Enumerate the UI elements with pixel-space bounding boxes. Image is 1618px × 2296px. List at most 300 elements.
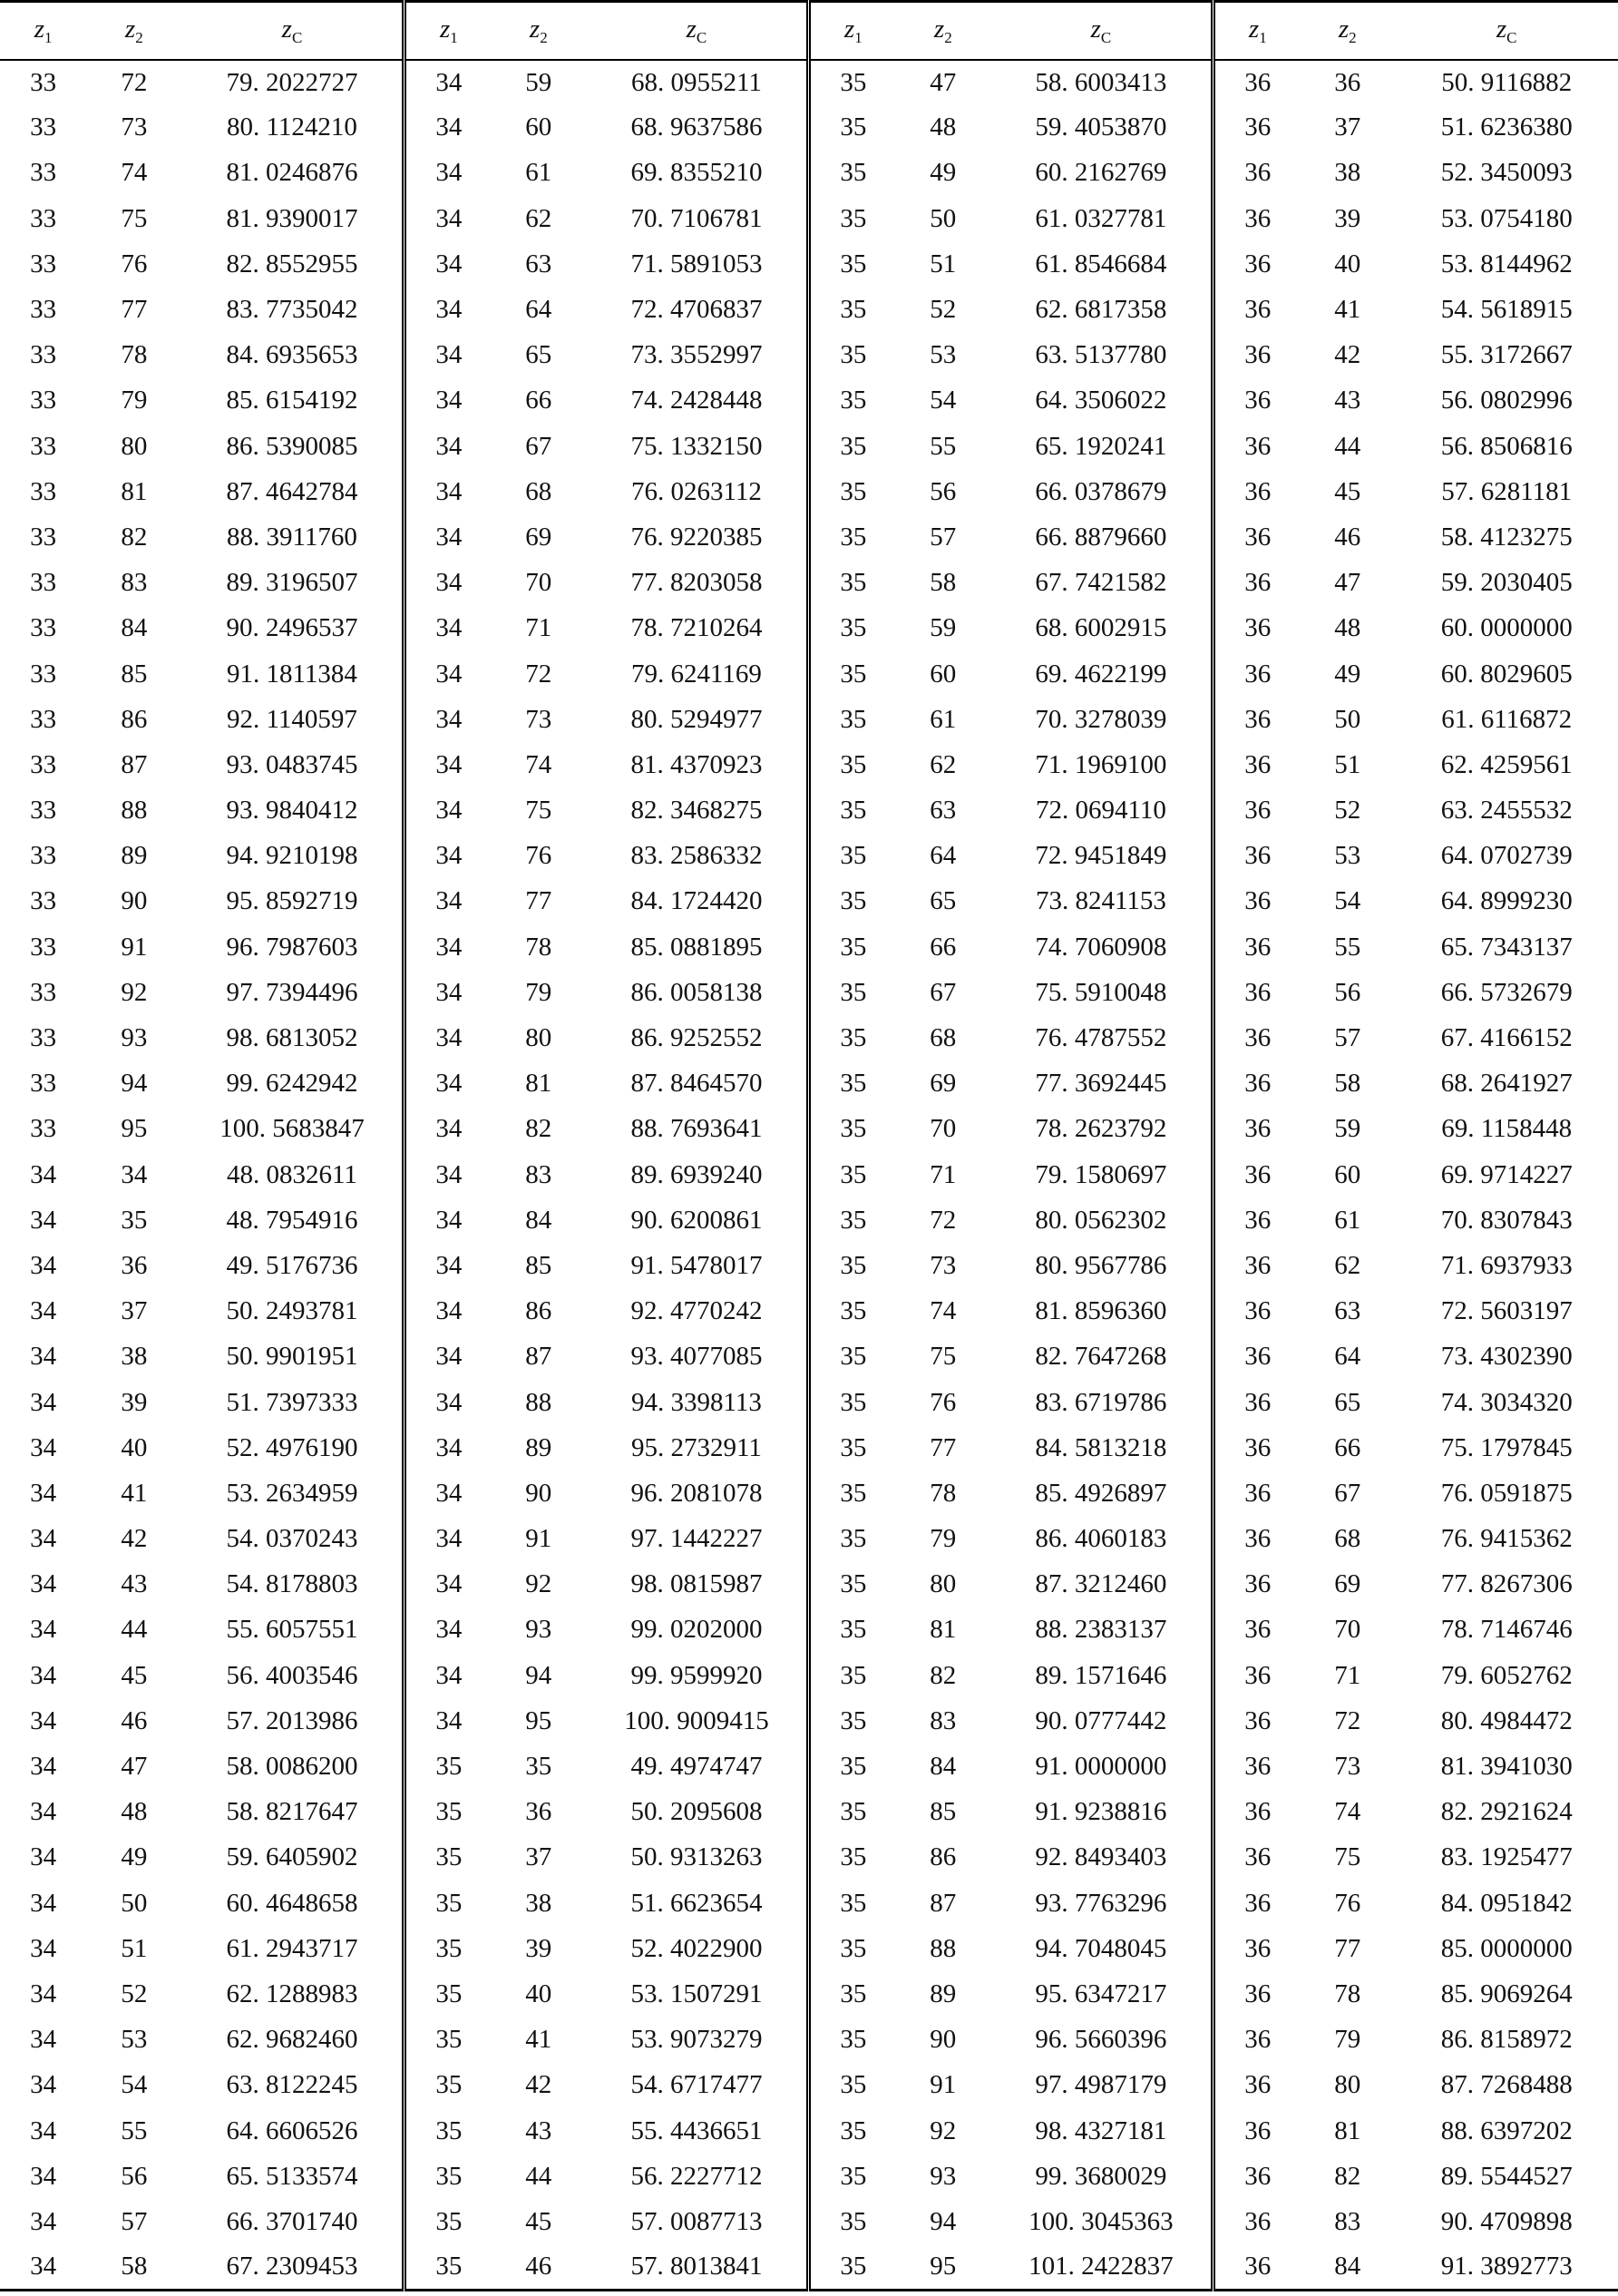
cell-z1: 35 (809, 424, 895, 469)
cell-zc: 56. 2227712 (630, 2161, 763, 2191)
cell-z1: 35 (809, 834, 895, 879)
cell-z1: 34 (404, 788, 491, 834)
cell-z1: 35 (809, 514, 895, 560)
cell-z2: 51 (930, 249, 957, 278)
table-row (0, 287, 1618, 332)
cell-z2: 40 (1334, 249, 1361, 278)
cell-z1: 36 (1214, 1152, 1300, 1197)
cell-zc: 78. 7210264 (630, 613, 763, 643)
cell-z2: 43 (1334, 386, 1361, 415)
table-row (0, 924, 1618, 970)
cell-z2: 52 (930, 295, 957, 325)
cell-zc: 61. 0327781 (1035, 203, 1167, 233)
cell-zc: 75. 1332150 (630, 431, 763, 461)
cell-z2: 47 (1334, 568, 1361, 598)
cell-zc: 50. 9116882 (1441, 67, 1573, 97)
cell-z1: 36 (1214, 1425, 1300, 1470)
cell-zc: 76. 0263112 (630, 476, 762, 506)
cell-z1: 35 (809, 1744, 895, 1789)
cell-z1: 34 (30, 1660, 57, 1690)
cell-zc: 101. 2422837 (990, 2245, 1214, 2291)
cell-zc: 93. 7763296 (1035, 1888, 1167, 1918)
cell-z2: 36 (121, 1250, 148, 1280)
cell-zc: 65. 5133574 (226, 2161, 358, 2191)
cell-z1: 36 (1214, 1835, 1300, 1881)
cell-zc: 85. 9069264 (1440, 1978, 1573, 2008)
cell-zc: 75. 1797845 (1440, 1432, 1573, 1462)
cell-z2: 65 (930, 886, 957, 916)
cell-z2: 38 (525, 1888, 552, 1918)
cell-z2: 38 (121, 1342, 148, 1372)
cell-zc: 87. 4642784 (226, 476, 358, 506)
cell-z1: 36 (1214, 1107, 1300, 1152)
cell-zc: 94. 9210198 (226, 841, 358, 871)
cell-zc: 52. 4976190 (226, 1432, 358, 1462)
cell-zc: 90. 6200861 (630, 1205, 763, 1235)
cell-z1: 35 (809, 924, 895, 970)
table-row (0, 1425, 1618, 1470)
cell-zc: 93. 9840412 (226, 796, 358, 826)
cell-zc: 63. 2455532 (1440, 796, 1573, 826)
cell-zc: 99. 6242942 (226, 1069, 358, 1099)
cell-z1: 34 (404, 834, 491, 879)
cell-zc: 90. 0777442 (1035, 1705, 1167, 1735)
cell-zc: 86. 5390085 (226, 431, 358, 461)
cell-z2: 79 (1334, 2025, 1361, 2055)
cell-z1: 34 (404, 60, 491, 105)
header-symbol: z (1496, 14, 1507, 44)
cell-z2: 44 (525, 2161, 552, 2191)
cell-zc: 81. 3941030 (1440, 1752, 1573, 1782)
cell-zc: 86. 4060183 (1035, 1524, 1167, 1554)
cell-zc: 58. 8217647 (226, 1797, 358, 1827)
cell-zc: 50. 9901951 (226, 1342, 358, 1372)
cell-z2: 83 (1334, 2206, 1361, 2236)
header-symbol: z (843, 14, 855, 44)
cell-zc: 97. 4987179 (1035, 2070, 1167, 2100)
cell-zc: 93. 4077085 (630, 1342, 763, 1372)
cell-z1: 36 (1214, 1744, 1300, 1789)
cell-z2: 69 (525, 522, 552, 552)
cell-zc: 84. 5813218 (1035, 1432, 1167, 1462)
header-subscript: C (1100, 28, 1112, 46)
cell-z2: 88 (121, 796, 148, 826)
cell-z2: 84 (121, 613, 148, 643)
cell-z1: 34 (404, 1015, 491, 1060)
cell-z2: 73 (930, 1250, 957, 1280)
cell-zc: 64. 3506022 (1035, 386, 1167, 415)
cell-z1: 35 (809, 241, 895, 287)
cell-zc: 70. 8307843 (1440, 1205, 1573, 1235)
cell-z1: 36 (1214, 2108, 1300, 2154)
cell-z1: 34 (30, 1432, 57, 1462)
cell-zc: 59. 6405902 (226, 1842, 358, 1872)
cell-z1: 34 (30, 1842, 57, 1872)
cell-z1: 35 (404, 2063, 491, 2108)
table-row (0, 1517, 1618, 1562)
cell-zc: 95. 2732911 (630, 1432, 762, 1462)
cell-zc: 66. 8879660 (1035, 522, 1167, 552)
cell-z2: 81 (525, 1069, 552, 1099)
header-subscript: 1 (450, 28, 458, 46)
cell-z1: 34 (30, 1797, 57, 1827)
header-subscript: C (696, 28, 707, 46)
table-row (0, 1607, 1618, 1653)
cell-z2: 93 (525, 1615, 552, 1645)
cell-zc: 50. 2095608 (630, 1797, 763, 1827)
cell-z2: 39 (1334, 203, 1361, 233)
cell-z1: 36 (1214, 196, 1300, 241)
header-z1-group-2 (404, 2, 491, 60)
cell-z2: 72 (525, 659, 552, 689)
cell-zc: 68. 9637586 (630, 112, 763, 142)
cell-z1: 35 (809, 1334, 895, 1380)
cell-z1: 35 (809, 2063, 895, 2108)
cell-zc: 56. 0802996 (1440, 386, 1573, 415)
cell-z2: 71 (1334, 1660, 1361, 1690)
cell-z1: 33 (30, 977, 57, 1007)
cell-z2: 78 (525, 932, 552, 962)
cell-zc: 68. 2641927 (1440, 1069, 1573, 1099)
cell-zc: 88. 3911760 (226, 522, 357, 552)
cell-zc: 71. 5891053 (630, 249, 763, 278)
cell-z1: 34 (404, 1653, 491, 1698)
cell-z2: 51 (1334, 749, 1361, 779)
cell-z1: 36 (1214, 1926, 1300, 1971)
cell-z2: 49 (121, 1842, 148, 1872)
cell-z1: 34 (30, 1342, 57, 1372)
cell-z1: 35 (809, 1243, 895, 1288)
table-row (0, 378, 1618, 424)
cell-z2: 42 (525, 2070, 552, 2100)
header-subscript: C (1506, 28, 1517, 46)
cell-zc: 91. 1811384 (226, 659, 357, 689)
cell-z2: 66 (930, 932, 957, 962)
cell-z2: 61 (525, 158, 552, 188)
cell-z2: 80 (930, 1569, 957, 1599)
cell-z1: 33 (30, 841, 57, 871)
cell-zc: 58. 6003413 (1035, 67, 1167, 97)
cell-z2: 87 (930, 1888, 957, 1918)
cell-zc: 66. 0378679 (1035, 476, 1167, 506)
cell-z1: 34 (404, 1517, 491, 1562)
cell-z1: 33 (30, 704, 57, 734)
header-subscript: 2 (540, 28, 548, 46)
cell-z2: 56 (121, 2161, 148, 2191)
cell-z2: 93 (121, 1023, 148, 1053)
cell-z2: 62 (1334, 1250, 1361, 1280)
cell-z1: 36 (1214, 1334, 1300, 1380)
cell-z2: 74 (1334, 1797, 1361, 1827)
cell-z1: 36 (1214, 1971, 1300, 2017)
cell-z1: 34 (404, 151, 491, 196)
cell-z1: 34 (404, 1152, 491, 1197)
cell-zc: 56. 8506816 (1440, 431, 1573, 461)
cell-z1: 34 (30, 1888, 57, 1918)
cell-z1: 35 (809, 1197, 895, 1243)
table-row (0, 2063, 1618, 2108)
cell-z1: 36 (1214, 1653, 1300, 1698)
cell-zc: 69. 9714227 (1440, 1159, 1573, 1189)
cell-z2: 68 (525, 476, 552, 506)
cell-z2: 53 (930, 340, 957, 370)
cell-z1: 33 (30, 796, 57, 826)
cell-z2: 77 (1334, 1933, 1361, 1963)
cell-zc: 73. 4302390 (1440, 1342, 1573, 1372)
cell-zc: 82. 8552955 (226, 249, 358, 278)
table-row (0, 1971, 1618, 2017)
cell-z2: 77 (930, 1432, 957, 1462)
cell-zc: 89. 3196507 (226, 568, 358, 598)
header-z1-group-4 (1214, 2, 1300, 60)
cell-zc: 67. 7421582 (1035, 568, 1167, 598)
cell-z2: 71 (525, 613, 552, 643)
cell-z1: 35 (809, 1107, 895, 1152)
cell-z2: 93 (930, 2161, 957, 2191)
table-row (0, 2108, 1618, 2154)
cell-z2: 79 (525, 977, 552, 1007)
cell-z1: 35 (404, 1790, 491, 1835)
cell-z1: 36 (1214, 151, 1300, 196)
cell-z1: 33 (30, 522, 57, 552)
cell-z2: 67 (1334, 1478, 1361, 1508)
cell-z2: 39 (525, 1933, 552, 1963)
cell-z2: 55 (1334, 932, 1361, 962)
cell-zc: 89. 6939240 (630, 1159, 763, 1189)
cell-z2: 73 (121, 112, 148, 142)
cell-z1: 35 (404, 1881, 491, 1926)
cell-zc: 70. 7106781 (630, 203, 763, 233)
cell-z2: 42 (1334, 340, 1361, 370)
cell-z2: 77 (525, 886, 552, 916)
cell-zc: 79. 2022727 (226, 67, 358, 97)
cell-z2: 55 (121, 2115, 148, 2145)
cell-z2: 85 (121, 659, 148, 689)
cell-z2: 94 (930, 2206, 957, 2236)
cell-z1: 35 (404, 1926, 491, 1971)
cell-z2: 94 (121, 1069, 148, 1099)
cell-z1: 34 (404, 697, 491, 742)
cell-z2: 63 (930, 796, 957, 826)
cell-zc: 89. 1571646 (1035, 1660, 1167, 1690)
table-row (0, 970, 1618, 1015)
cell-zc: 63. 8122245 (226, 2070, 358, 2100)
cell-z1: 35 (809, 561, 895, 606)
header-symbol: z (1248, 14, 1260, 44)
cell-zc: 50. 2493781 (226, 1296, 358, 1326)
cell-z1: 33 (30, 386, 57, 415)
cell-z1: 35 (809, 287, 895, 332)
cell-z1: 36 (1214, 924, 1300, 970)
cell-zc: 49. 4974747 (630, 1752, 763, 1782)
cell-zc: 75. 5910048 (1035, 977, 1167, 1007)
cell-zc: 62. 4259561 (1440, 749, 1573, 779)
cell-z1: 35 (809, 1698, 895, 1744)
cell-z2: 36 (1334, 67, 1361, 97)
cell-z2: 69 (1334, 1569, 1361, 1599)
cell-zc: 74. 2428448 (630, 386, 763, 415)
cell-z2: 49 (1334, 659, 1361, 689)
cell-z1: 34 (404, 196, 491, 241)
cell-zc: 82. 7647268 (1035, 1342, 1167, 1372)
cell-z1: 33 (30, 340, 57, 370)
table-row (0, 60, 1618, 105)
cell-z1: 36 (1214, 2063, 1300, 2108)
cell-z1: 35 (809, 105, 895, 151)
cell-zc: 100. 9009415 (624, 1705, 769, 1735)
cell-z1: 35 (809, 1835, 895, 1881)
cell-z1: 35 (809, 1926, 895, 1971)
cell-zc: 79. 6241169 (630, 659, 762, 689)
cell-z2: 94 (525, 1660, 552, 1690)
cell-z2: 51 (121, 1933, 148, 1963)
header-subscript: 1 (854, 28, 863, 46)
cell-zc: 51. 6236380 (1440, 112, 1573, 142)
cell-zc: 78. 2623792 (1035, 1114, 1167, 1144)
cell-z1: 34 (30, 1296, 57, 1326)
cell-zc: 72. 5603197 (1440, 1296, 1573, 1326)
cell-zc: 83. 2586332 (630, 841, 763, 871)
cell-z1: 34 (404, 1562, 491, 1607)
header-symbol: z (686, 14, 697, 44)
table-row (0, 1698, 1618, 1744)
cell-z1: 36 (1214, 241, 1300, 287)
cell-zc: 57. 8013841 (586, 2245, 809, 2291)
cell-z2: 83 (121, 568, 148, 598)
header-symbol: z (281, 14, 292, 44)
cell-z2: 55 (930, 431, 957, 461)
cell-zc: 92. 8493403 (1035, 1842, 1167, 1872)
cell-z2: 91 (930, 2070, 957, 2100)
cell-z1: 34 (404, 424, 491, 469)
cell-z1: 36 (1214, 1470, 1300, 1516)
cell-zc: 85. 4926897 (1035, 1478, 1167, 1508)
cell-z2: 73 (1334, 1752, 1361, 1782)
table-row (0, 1562, 1618, 1607)
cell-zc: 95. 8592719 (226, 886, 358, 916)
cell-z1: 34 (404, 1061, 491, 1107)
cell-z2: 47 (930, 67, 957, 97)
cell-z1: 35 (809, 2154, 895, 2199)
cell-z2: 78 (1334, 1978, 1361, 2008)
table-row (0, 879, 1618, 924)
cell-zc: 64. 6606526 (226, 2115, 358, 2145)
cell-z1: 34 (30, 2070, 57, 2100)
cell-zc: 68. 0955211 (630, 67, 762, 97)
cell-zc: 68. 6002915 (1035, 613, 1167, 643)
cell-zc: 81. 4370923 (630, 749, 763, 779)
header-z1-group-1 (0, 2, 86, 60)
cell-z1: 34 (404, 1107, 491, 1152)
cell-z2: 48 (121, 1797, 148, 1827)
cell-z2: 47 (121, 1752, 148, 1782)
cell-z1: 34 (404, 1289, 491, 1334)
cell-z2: 71 (930, 1159, 957, 1189)
cell-zc: 65. 1920241 (1035, 431, 1167, 461)
cell-z2: 35 (525, 1752, 552, 1782)
cell-z1: 36 (1214, 788, 1300, 834)
cell-zc: 96. 5660396 (1035, 2025, 1167, 2055)
cell-zc: 96. 2081078 (630, 1478, 763, 1508)
cell-z1: 33 (30, 476, 57, 506)
cell-z2: 53 (1334, 841, 1361, 871)
table-row (0, 1289, 1618, 1334)
cell-z1: 34 (404, 1380, 491, 1425)
table-row (0, 1653, 1618, 1698)
cell-z1: 34 (30, 2206, 57, 2236)
cell-zc: 62. 1288983 (226, 1978, 358, 2008)
cell-z1: 35 (809, 970, 895, 1015)
cell-zc: 80. 0562302 (1035, 1205, 1167, 1235)
cell-z1: 36 (1214, 1015, 1300, 1060)
table-row (0, 2154, 1618, 2199)
cell-z1: 35 (404, 1835, 491, 1881)
cell-z1: 36 (1214, 333, 1300, 378)
table-row (0, 606, 1618, 651)
cell-z2: 95 (525, 1705, 552, 1735)
cell-z2: 53 (121, 2025, 148, 2055)
cell-z2: 86 (525, 1296, 552, 1326)
cell-z2: 37 (525, 1842, 552, 1872)
table-row (0, 1152, 1618, 1197)
cell-z2: 65 (1334, 1387, 1361, 1417)
cell-z1: 36 (1214, 2018, 1300, 2063)
cell-z2: 43 (121, 1569, 148, 1599)
cell-zc: 76. 9220385 (630, 522, 763, 552)
cell-z1: 35 (809, 196, 895, 241)
cell-z2: 80 (1334, 2070, 1361, 2100)
cell-z2: 75 (525, 796, 552, 826)
cell-z1: 35 (809, 1425, 895, 1470)
cell-z2: 73 (525, 704, 552, 734)
cell-zc: 80. 5294977 (630, 704, 763, 734)
cell-zc: 76. 9415362 (1440, 1524, 1573, 1554)
cell-z2: 48 (1334, 613, 1361, 643)
cell-z1: 34 (404, 879, 491, 924)
cell-zc: 66. 3701740 (226, 2206, 358, 2236)
cell-zc: 80. 1124210 (226, 112, 357, 142)
cell-z2: 78 (930, 1478, 957, 1508)
cell-zc: 54. 8178803 (226, 1569, 358, 1599)
cell-zc: 59. 4053870 (1035, 112, 1167, 142)
cell-z1: 35 (809, 606, 895, 651)
cell-z1: 36 (1214, 1380, 1300, 1425)
cell-z2: 89 (121, 841, 148, 871)
header-subscript: C (291, 28, 303, 46)
table-row (0, 424, 1618, 469)
cell-z1: 34 (0, 2245, 86, 2291)
cell-z1: 33 (30, 568, 57, 598)
cell-z2: 41 (525, 2025, 552, 2055)
cell-zc: 60. 2162769 (1035, 158, 1167, 188)
cell-z1: 36 (1214, 697, 1300, 742)
cell-z2: 40 (121, 1432, 148, 1462)
table-row (0, 105, 1618, 151)
cell-zc: 72. 0694110 (1035, 796, 1166, 826)
cell-z1: 34 (30, 1250, 57, 1280)
cell-zc: 80. 9567786 (1035, 1250, 1167, 1280)
cell-z2: 58 (86, 2245, 181, 2291)
cell-zc: 57. 0087713 (630, 2206, 763, 2236)
table-row (0, 561, 1618, 606)
cell-z2: 72 (930, 1205, 957, 1235)
cell-zc: 92. 1140597 (226, 704, 357, 734)
table-row (0, 469, 1618, 514)
cell-z2: 92 (121, 977, 148, 1007)
cell-z2: 81 (930, 1615, 957, 1645)
cell-zc: 59. 2030405 (1440, 568, 1573, 598)
table-row (0, 1835, 1618, 1881)
